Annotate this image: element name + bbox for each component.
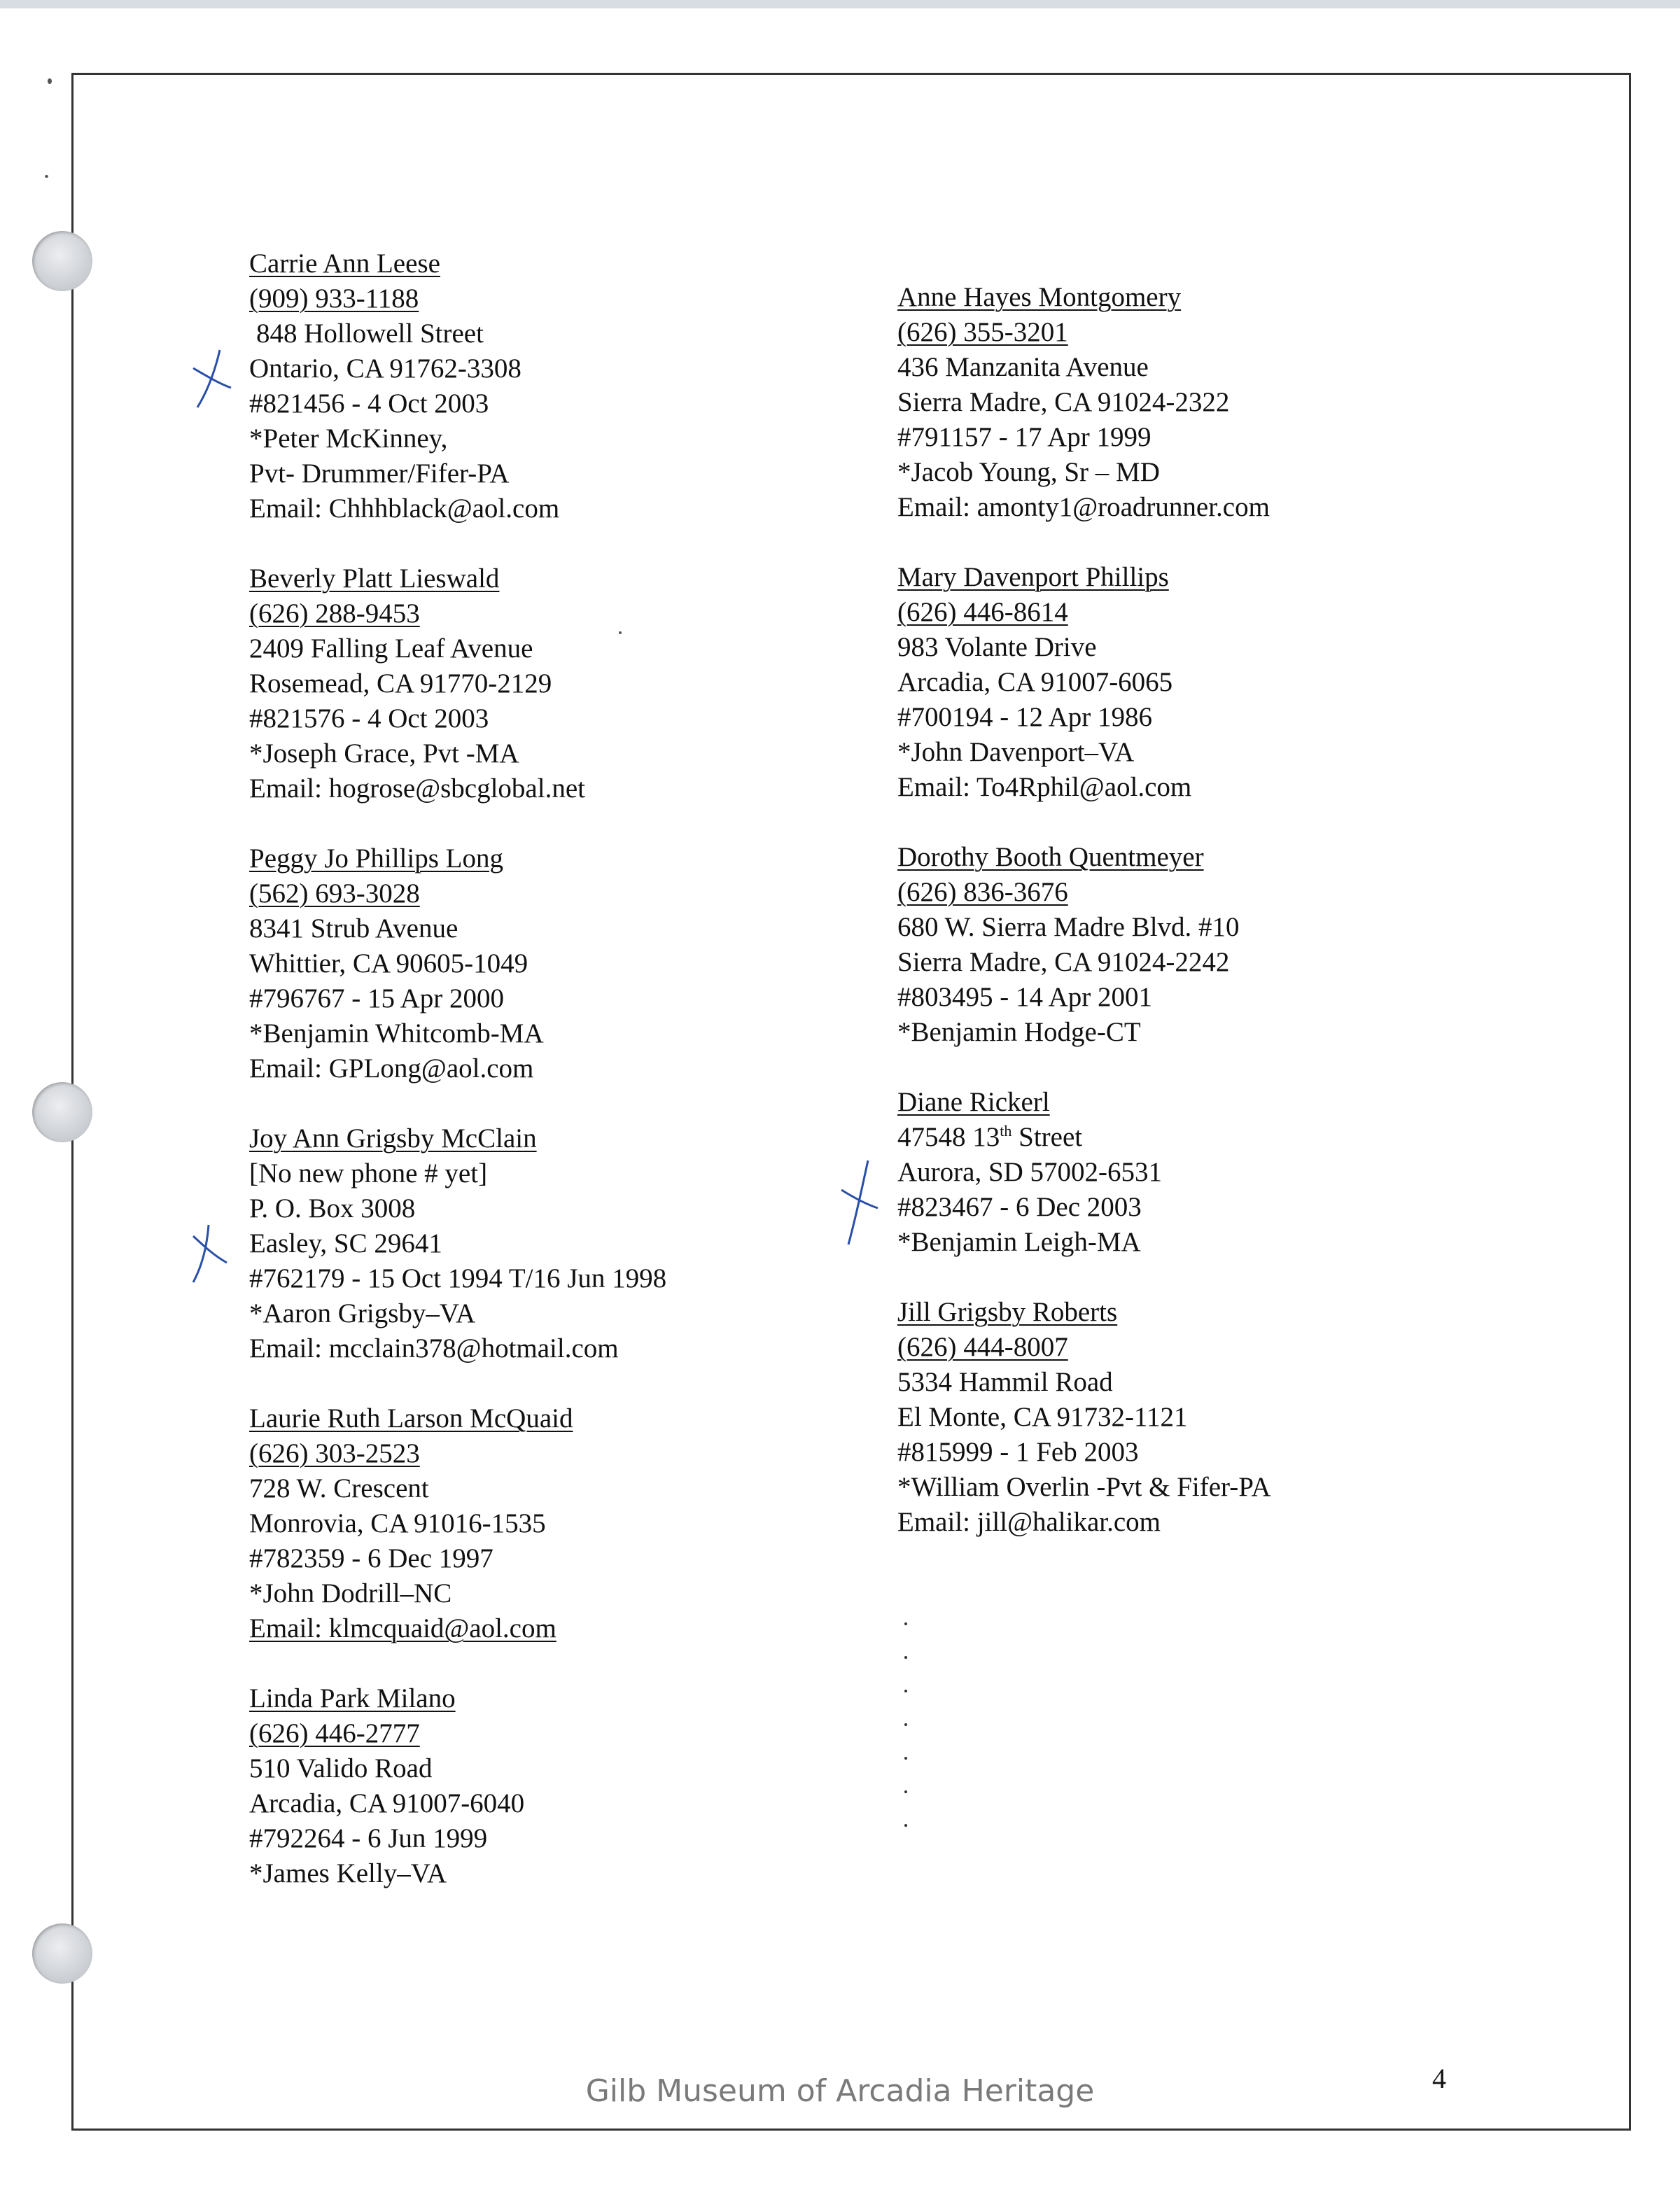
member-record: #792264 - 6 Jun 1999 [249,1823,488,1853]
member-name: Mary Davenport Phillips [897,562,1169,592]
member-record: #815999 - 1 Feb 2003 [897,1437,1139,1467]
member-city: Aurora, SD 57002-6531 [897,1157,1163,1187]
member-record: #821456 - 4 Oct 2003 [249,388,489,419]
binder-hole-middle [32,1082,92,1142]
member-record: #796767 - 15 Apr 2000 [249,983,504,1014]
dot [904,1723,907,1726]
member-entry [897,1085,1527,1260]
member-city: Easley, SC 29641 [249,1228,442,1258]
member-entry [249,1121,879,1366]
scan-speck [619,631,622,634]
dot [904,1790,907,1793]
member-phone: (626) 446-8614 [897,597,1068,627]
member-phone: (626) 355-3201 [897,317,1068,347]
street-number: 47548 13 [897,1122,1000,1152]
member-phone: (626) 303-2523 [249,1438,420,1468]
member-street: P. O. Box 3008 [249,1193,416,1223]
member-ancestor-rank: Pvt- Drummer/Fifer-PA [249,458,510,489]
member-street: 680 W. Sierra Madre Blvd. #10 [897,912,1240,942]
member-entry [249,1401,879,1646]
scan-edge [0,0,1680,8]
member-street: 5334 Hammil Road [897,1367,1113,1397]
member-phone: (626) 444-8007 [897,1332,1068,1362]
member-name: Jill Grigsby Roberts [897,1297,1118,1327]
member-ancestor: *John Dodrill–NC [249,1578,452,1608]
dotted-leader [904,1622,907,1858]
member-name: Beverly Platt Lieswald [249,563,500,594]
member-phone-note: [No new phone # yet] [249,1158,488,1188]
scan-speck [48,78,52,84]
binder-hole-top [32,231,92,291]
member-record: #823467 - 6 Dec 2003 [897,1192,1142,1222]
member-record: #700194 - 12 Apr 1986 [897,702,1152,732]
member-phone: (626) 288-9453 [249,598,420,629]
member-city: Rosemead, CA 91770-2129 [249,668,552,699]
member-email: Email: Chhhblack@aol.com [249,493,560,524]
member-ancestor: *Peter McKinney, [249,423,448,454]
member-entry [897,280,1527,525]
member-city: El Monte, CA 91732-1121 [897,1402,1188,1432]
member-name: Joy Ann Grigsby McClain [249,1123,537,1153]
member-entry [249,246,879,526]
member-ancestor: *Benjamin Whitcomb-MA [249,1018,544,1049]
member-email: Email: jill@halikar.com [897,1507,1161,1537]
member-entry [249,561,879,806]
member-entry [897,840,1527,1050]
member-name: Carrie Ann Leese [249,248,440,279]
member-entry [249,1681,879,1891]
member-street: 983 Volante Drive [897,632,1097,662]
member-record: #762179 - 15 Oct 1994 T/16 Jun 1998 [249,1263,667,1293]
member-ancestor: *John Davenport–VA [897,737,1135,767]
member-ancestor: *Benjamin Hodge-CT [897,1017,1141,1047]
member-email: Email: amonty1@roadrunner.com [897,492,1270,522]
street-name: Street [1011,1122,1083,1152]
member-record: #791157 - 17 Apr 1999 [897,422,1152,452]
member-email: Email: GPLong@aol.com [249,1053,534,1084]
member-phone: (562) 693-3028 [249,878,420,909]
member-name: Anne Hayes Montgomery [897,282,1182,312]
member-city: Arcadia, CA 91007-6040 [249,1788,525,1818]
museum-watermark: Gilb Museum of Arcadia Heritage [585,2073,1095,2109]
dot [904,1824,907,1827]
right-column [897,280,1527,1575]
member-record: #782359 - 6 Dec 1997 [249,1543,493,1573]
member-entry [249,841,879,1086]
member-entry [897,1295,1527,1540]
member-name: Peggy Jo Phillips Long [249,843,503,874]
member-phone: (909) 933-1188 [249,283,419,314]
member-city: Monrovia, CA 91016-1535 [249,1508,546,1538]
member-street: 848 Hollowell Street [256,318,484,349]
member-city: Sierra Madre, CA 91024-2242 [897,947,1230,977]
binder-hole-bottom [32,1923,92,1984]
member-ancestor: *Aaron Grigsby–VA [249,1298,476,1328]
scan-speck [45,175,48,178]
pen-check-mark [837,1158,886,1249]
pen-check-mark [188,347,237,410]
street-ordinal: th [1000,1122,1012,1139]
member-city: Ontario, CA 91762-3308 [249,353,522,384]
member-ancestor: *William Overlin -Pvt & Fifer-PA [897,1472,1271,1502]
member-email: Email: To4Rphil@aol.com [897,772,1192,802]
member-street: 8341 Strub Avenue [249,913,458,944]
member-street: 728 W. Crescent [249,1473,429,1503]
left-column [249,246,879,1926]
member-phone: (626) 836-3676 [897,877,1068,907]
member-ancestor: *Joseph Grace, Pvt -MA [249,738,519,769]
member-email: Email: hogrose@sbcglobal.net [249,773,585,804]
member-phone: (626) 446-2777 [249,1718,420,1748]
member-street: 510 Valido Road [249,1753,433,1783]
member-ancestor: *Benjamin Leigh-MA [897,1227,1141,1257]
member-ancestor: *James Kelly–VA [249,1858,447,1888]
member-street: 2409 Falling Leaf Avenue [249,633,533,664]
member-record: #821576 - 4 Oct 2003 [249,703,489,734]
member-name: Dorothy Booth Quentmeyer [897,842,1204,872]
member-entry [897,560,1527,805]
member-email: Email: mcclain378@hotmail.com [249,1333,619,1363]
page-number: 4 [1432,2063,1446,2094]
member-name: Diane Rickerl [897,1087,1050,1117]
member-ancestor: *Jacob Young, Sr – MD [897,457,1160,487]
dot [904,1690,907,1692]
member-city: Whittier, CA 90605-1049 [249,948,528,979]
member-city: Sierra Madre, CA 91024-2322 [897,387,1230,417]
member-name: Linda Park Milano [249,1683,456,1713]
member-city: Arcadia, CA 91007-6065 [897,667,1173,697]
member-street: 436 Manzanita Avenue [897,352,1149,382]
member-street [897,1120,1527,1155]
member-email: Email: klmcquaid@aol.com [249,1613,556,1643]
member-name: Laurie Ruth Larson McQuaid [249,1403,573,1433]
member-record: #803495 - 14 Apr 2001 [897,982,1152,1012]
dot [904,1656,907,1659]
dot [904,1622,907,1625]
pen-check-mark [186,1222,235,1285]
dot [904,1757,907,1760]
